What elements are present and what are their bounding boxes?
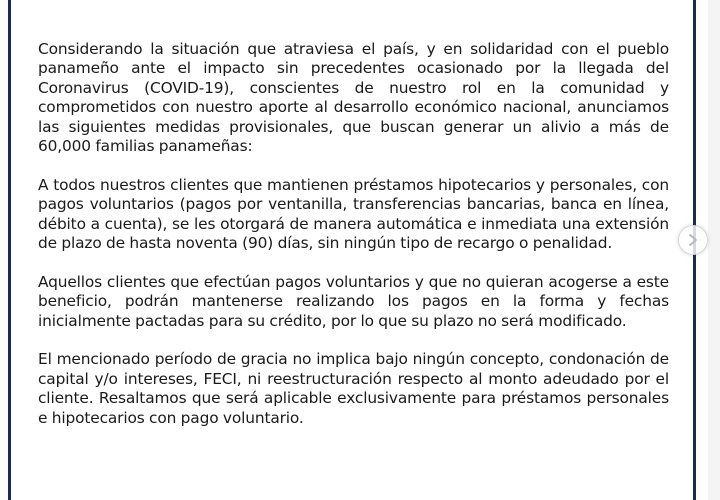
paragraph-extension: A todos nuestros clientes que mantienen préstamos hipotecarios y personales, con pagos voluntarios (pagos por ventanilla, transferencias bancarias, banca en línea, débito a cuenta), se les otorgará de manera automática e inmediata una extensión de plazo de hasta noventa (90) días, sin ningún tipo de recargo o penalidad. [38,175,669,253]
paragraph-grace-period: El mencionado período de gracia no implica bajo ningún concepto, condonación de capital y/o intereses, FECI, ni reestructuración respecto al monto adeudado por el cliente. Resaltamos que será aplicable exclusivamente para préstamos personales e hipotecarios con pago voluntario. [38,350,669,427]
viewer-edge [708,0,720,500]
paragraph-context: Considerando la situación que atraviesa el país, y en solidaridad con el pueblo panameño ante el impacto sin precedentes ocasionado por la llegada del Coronavirus (COVID-19), conscientes de nuestro rol en la comunidad y comprometidos con nuestro aporte al desarrollo económico nacional, anunciamos las siguientes medidas provisionales, que buscan generar un alivio a más de 60,000 familias panameñas: [38,40,669,156]
chevron-right-icon [687,233,699,247]
paragraph-opt-out: Aquellos clientes que efectúan pagos voluntarios y que no quieran acogerse a este beneficio, podrán mantenerse realizando los pagos en la forma y fechas inicialmente pactadas para su crédito, por lo que su plazo no será modificado. [38,272,669,330]
carousel-next-button[interactable] [678,225,708,255]
frame-border-left [8,0,11,500]
announcement-body [38,40,669,428]
